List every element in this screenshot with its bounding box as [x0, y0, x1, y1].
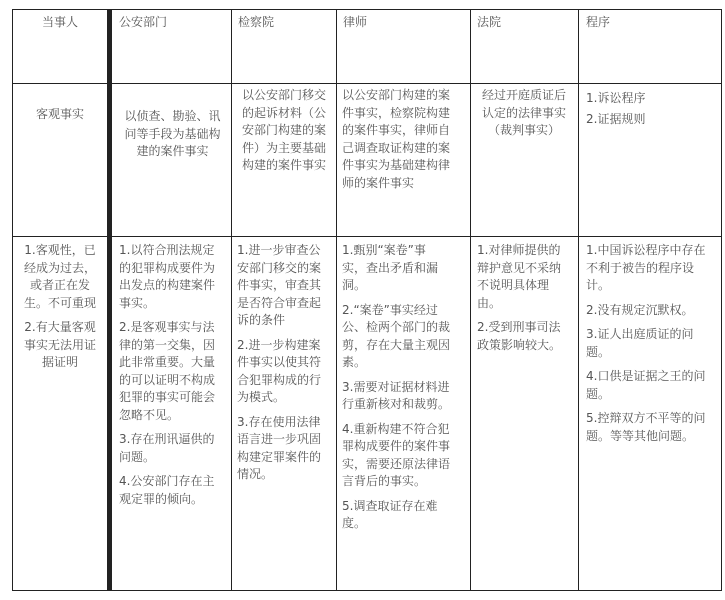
header-police: 公安部门	[119, 15, 168, 29]
paragraph	[477, 242, 577, 312]
row2-lawyer-cell	[342, 242, 469, 540]
paragraph	[586, 302, 719, 320]
text-line: 件事实，检察院构建	[342, 105, 451, 120]
text-line: 1.中国诉讼程序中存在	[586, 243, 706, 257]
table-border-bottom	[12, 590, 722, 591]
column-divider-thick	[107, 9, 112, 591]
column-divider-4	[470, 9, 471, 591]
text-line: 1.以符合刑法规定	[119, 243, 215, 257]
row-divider-2	[12, 236, 722, 237]
row1-procedure-cell	[586, 88, 718, 130]
header-party: 当事人	[41, 15, 78, 29]
row1-police-cell	[116, 108, 229, 161]
row2-party-cell	[14, 242, 106, 379]
paragraph	[342, 379, 469, 414]
text-line: 3.存在使用法律	[237, 414, 321, 429]
row1-lawyer-cell	[342, 87, 469, 192]
column-divider-3	[336, 9, 337, 591]
paragraph	[477, 319, 577, 354]
text-line: 3.证人出庭质证的问	[586, 327, 694, 341]
text-line: 5.控辩双方不平等的问	[586, 411, 706, 425]
text-line: 为模式。	[237, 390, 286, 404]
text-line: 素。	[342, 355, 367, 369]
text-line: 以公安部门移交	[241, 88, 326, 102]
text-line: 1.诉讼程序	[586, 91, 646, 105]
text-line: 实，查出矛盾和漏	[342, 260, 439, 275]
text-line: 犯罪的事实可能会	[119, 390, 216, 404]
paragraph	[342, 498, 469, 533]
text-line: 此非常重要。大量	[119, 355, 216, 369]
text-line: 件事实以使其符	[237, 355, 322, 369]
text-line: 事实。	[119, 295, 156, 310]
text-line: 行重新核对和裁剪。	[342, 397, 451, 411]
text-line: 不说明具体理	[477, 278, 550, 292]
row1-procuratorate-cell	[233, 87, 335, 175]
text-line: 诉的条件	[237, 313, 286, 327]
table-border-top	[12, 9, 722, 10]
text-line: 题。等等其他问题。	[586, 428, 695, 443]
text-line: 5.调查取证存在难	[342, 498, 438, 513]
text-line: 言背后的事实。	[342, 474, 427, 488]
text-line: （裁判事实）	[487, 123, 560, 137]
text-line: 认定的法律事实	[481, 105, 566, 120]
text-line: 辩护意见不采纳	[477, 260, 562, 275]
row2-police-cell	[119, 242, 230, 515]
text-line: 以侦查、勘验、讯	[124, 109, 221, 123]
text-line: 情况。	[237, 467, 274, 481]
row1-court-cell	[472, 87, 576, 140]
paragraph	[586, 242, 719, 295]
text-line: 安部门移交的案	[237, 260, 322, 275]
text-line: 由。	[477, 295, 502, 310]
text-line: 2.证据规则	[586, 112, 646, 126]
header-procuratorate: 检察院	[238, 15, 275, 29]
paragraph	[14, 319, 106, 372]
text-line: 件事实，审查其	[237, 278, 322, 292]
paragraph	[119, 431, 230, 466]
paragraph	[342, 421, 469, 491]
table-border-left	[12, 9, 13, 591]
text-line: 1.进一步审查公	[237, 243, 321, 257]
text-line: 律的第一交集，因	[119, 337, 216, 352]
column-divider-2	[231, 9, 232, 591]
row-divider-1	[12, 83, 722, 84]
paragraph	[237, 242, 335, 330]
text-line: 以公安部门构建的案	[342, 88, 451, 102]
text-line: 剪，存在大量主观因	[342, 337, 451, 352]
text-line: 或者正在发	[29, 278, 90, 292]
text-line: 政策影响较大。	[477, 337, 562, 352]
text-line: 的案件事实，律师自	[342, 123, 451, 137]
text-line: 的起诉材料（公	[241, 105, 326, 120]
text-line: 问题。	[119, 449, 156, 464]
text-line: 4.重新构建不符合犯	[342, 421, 450, 436]
text-line: 3.存在刑讯逼供的	[119, 432, 215, 446]
paragraph	[342, 302, 469, 372]
text-line: 2.没有规定沉默权。	[586, 302, 694, 317]
text-line: 的可以证明不构成	[119, 372, 216, 387]
paragraph	[586, 326, 719, 361]
text-line: 安部门构建的案	[241, 123, 326, 137]
text-line: 语言进一步巩固	[237, 432, 322, 446]
text-line: 4.口供是证据之王的问	[586, 369, 706, 383]
text-line: 观定罪的倾向。	[119, 491, 204, 506]
text-line: 的犯罪构成要件为	[119, 260, 216, 275]
row2-court-cell	[477, 242, 577, 361]
row1-party-cell	[14, 106, 106, 124]
text-line: 师的案件事实	[342, 175, 415, 190]
header-lawyer: 律师	[343, 15, 368, 29]
paragraph	[237, 414, 335, 484]
text-line: 生。不可重现	[23, 295, 96, 310]
text-line: 事实无法用证	[23, 337, 96, 352]
text-line: 合犯罪构成的行	[237, 372, 322, 387]
text-line: 2.受到刑事司法	[477, 320, 561, 334]
table-border-right	[721, 9, 722, 591]
text-line: 建的案件事实	[136, 144, 209, 158]
text-line: 出发点的构建案件	[119, 278, 216, 292]
row1-party-text: 客观事实	[35, 107, 84, 121]
text-line: 不利于被告的程序设	[586, 260, 695, 275]
text-line: 实，需要还原法律语	[342, 456, 451, 471]
text-line: 题。	[586, 344, 611, 359]
text-line: 件事实为基础建构律	[342, 158, 451, 172]
text-line: 1.对律师提供的	[477, 243, 561, 257]
paragraph	[119, 319, 230, 424]
paragraph	[586, 368, 719, 403]
paragraph	[586, 410, 719, 445]
text-line: 1.客观性，已	[24, 243, 96, 257]
paragraph	[119, 242, 230, 312]
text-line: 2.有大量客观	[24, 320, 96, 334]
text-line: 2.是客观事实与法	[119, 320, 215, 334]
row2-procedure-cell	[586, 242, 719, 452]
row2-procuratorate-cell	[237, 242, 335, 491]
text-line: 构建的案件事实	[241, 158, 326, 172]
paragraph	[342, 242, 469, 295]
text-line: 4.公安部门存在主	[119, 474, 215, 488]
text-line: 忽略不见。	[119, 407, 180, 422]
text-line: 经成为过去，	[23, 260, 96, 275]
column-divider-5	[578, 9, 579, 591]
text-line: 是否符合审查起	[237, 295, 322, 310]
paragraph	[237, 337, 335, 407]
text-line: 2.“案卷”事实经过	[342, 302, 438, 317]
text-line: 据证明	[41, 355, 78, 369]
header-procedure: 程序	[586, 15, 611, 29]
text-line: 问等手段为基础构	[124, 126, 221, 141]
text-line: 2.进一步构建案	[237, 337, 321, 352]
paragraph	[119, 473, 230, 508]
text-line: 公、检两个部门的裁	[342, 320, 451, 334]
text-line: 件）为主要基础	[241, 140, 326, 155]
text-line: 度。	[342, 516, 367, 530]
text-line: 己调查取证构建的案	[342, 140, 451, 155]
text-line: 洞。	[342, 278, 367, 292]
header-court: 法院	[477, 15, 502, 29]
text-line: 题。	[586, 386, 611, 401]
text-line: 构建定罪案件的	[237, 449, 322, 464]
text-line: 1.甄别“案卷”事	[342, 243, 426, 257]
text-line: 罪构成要件的案件事	[342, 439, 451, 453]
text-line: 经过开庭质证后	[481, 88, 566, 102]
text-line: 计。	[586, 278, 611, 292]
paragraph	[14, 242, 106, 312]
text-line: 3.需要对证据材料进	[342, 379, 450, 394]
